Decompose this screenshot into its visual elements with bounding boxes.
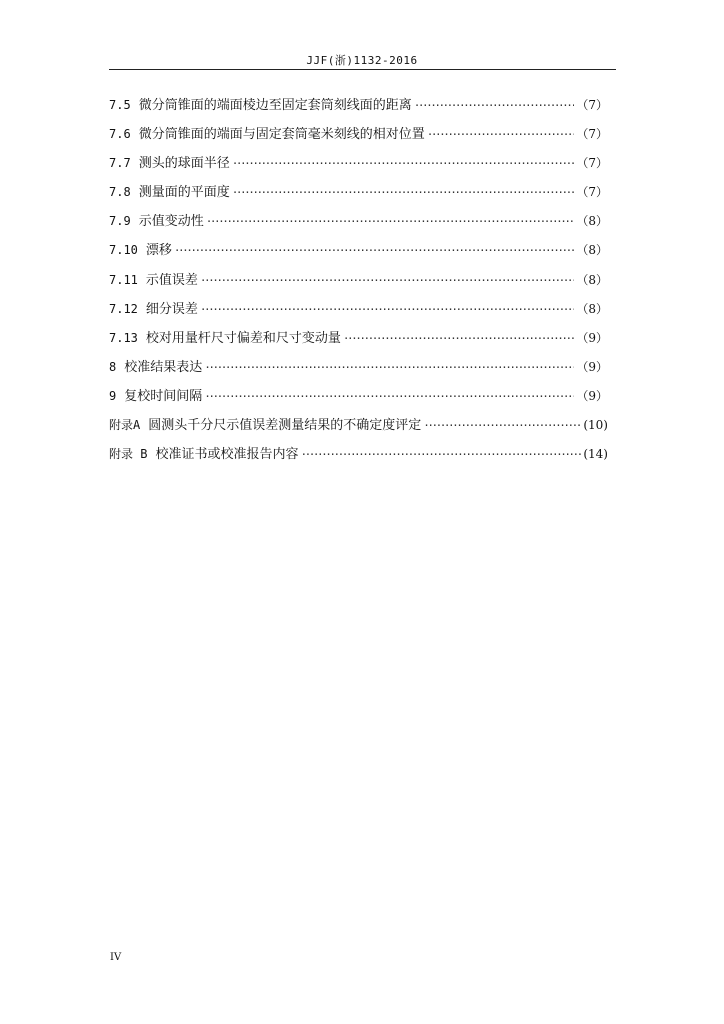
toc-entry-9[interactable] [109, 385, 608, 414]
toc-dot-leader [427, 128, 575, 141]
toc-dot-leader [343, 332, 574, 345]
toc-dot-leader [200, 303, 574, 316]
toc-dot-leader [414, 99, 575, 112]
toc-dot-leader [174, 244, 574, 257]
toc-section-number: 7.9 [109, 214, 131, 229]
toc-entry-7-9[interactable] [109, 210, 608, 239]
toc-page-ref: (10) [583, 418, 608, 433]
toc-section-title: 校对用量杆尺寸偏差和尺寸变动量 [145, 330, 341, 346]
toc-entry-7-6[interactable] [109, 123, 608, 152]
toc-dot-leader [200, 274, 574, 287]
page-number: IV [110, 952, 122, 963]
toc-section-title: 微分筒锥面的端面与固定套筒毫米刻线的相对位置 [138, 127, 425, 143]
toc-entry-7-8[interactable] [109, 181, 608, 210]
table-of-contents [109, 94, 608, 472]
toc-section-title: 测头的球面半径 [138, 156, 230, 172]
toc-section-number: 7.13 [109, 330, 138, 345]
toc-section-title: 圆测头千分尺示值误差测量结果的不确定度评定 [148, 418, 422, 434]
toc-entry-7-5[interactable] [109, 94, 608, 123]
toc-page-ref: （7） [576, 98, 608, 112]
toc-section-number: 7.7 [109, 156, 131, 171]
toc-dot-leader [204, 361, 574, 374]
toc-section-number: 7.5 [109, 98, 131, 112]
toc-section-number: 7.11 [109, 272, 138, 287]
toc-section-title: 示值变动性 [138, 214, 204, 230]
toc-dot-leader [300, 448, 581, 461]
toc-section-title: 漂移 [145, 243, 172, 259]
toc-page-ref: （7） [576, 185, 608, 200]
toc-page-ref: （8） [576, 301, 608, 316]
document-code-header: JJF(浙)1132-2016 [306, 54, 418, 67]
toc-section-title: 细分误差 [145, 301, 198, 317]
toc-section-title: 校准结果表达 [124, 359, 203, 375]
toc-page-ref: （8） [576, 214, 608, 229]
toc-entry-8[interactable] [109, 356, 608, 385]
toc-dot-leader [232, 157, 575, 170]
toc-appendix-label: 附录 B [109, 447, 148, 462]
toc-page-ref: （9） [576, 330, 608, 345]
toc-page-ref: （7） [576, 127, 608, 142]
toc-section-title: 测量面的平面度 [138, 185, 230, 201]
toc-entry-appendix-a[interactable] [109, 414, 608, 443]
toc-page-ref: （9） [576, 359, 608, 374]
toc-section-title: 微分筒锥面的端面棱边至固定套筒刻线面的距离 [138, 98, 412, 113]
toc-section-number: 7.12 [109, 301, 138, 316]
toc-entry-7-7[interactable] [109, 152, 608, 181]
toc-entry-7-10[interactable] [109, 239, 608, 268]
header-divider [109, 69, 616, 70]
toc-entry-7-12[interactable] [109, 298, 608, 327]
toc-section-title: 示值误差 [145, 272, 198, 288]
toc-section-number: 7.10 [109, 243, 138, 258]
toc-entry-appendix-b[interactable] [109, 443, 608, 472]
toc-dot-leader [232, 186, 575, 199]
toc-page-ref: （7） [576, 156, 608, 171]
toc-entry-7-11[interactable] [109, 269, 608, 298]
toc-section-number: 7.6 [109, 127, 131, 142]
toc-section-number: 9 [109, 388, 117, 403]
toc-section-title: 复校时间间隔 [124, 388, 203, 404]
toc-section-number: 7.8 [109, 185, 131, 200]
toc-section-number: 8 [109, 359, 117, 374]
toc-dot-leader [204, 390, 574, 403]
toc-page-ref: （8） [576, 243, 608, 258]
toc-entry-7-13[interactable] [109, 327, 608, 356]
toc-section-title: 校准证书或校准报告内容 [155, 447, 299, 463]
toc-page-ref: (14) [583, 447, 608, 462]
toc-page-ref: （8） [576, 272, 608, 287]
toc-page-ref: （9） [576, 388, 608, 403]
toc-dot-leader [206, 215, 575, 228]
toc-appendix-label: 附录A [109, 418, 141, 433]
toc-dot-leader [423, 419, 581, 432]
